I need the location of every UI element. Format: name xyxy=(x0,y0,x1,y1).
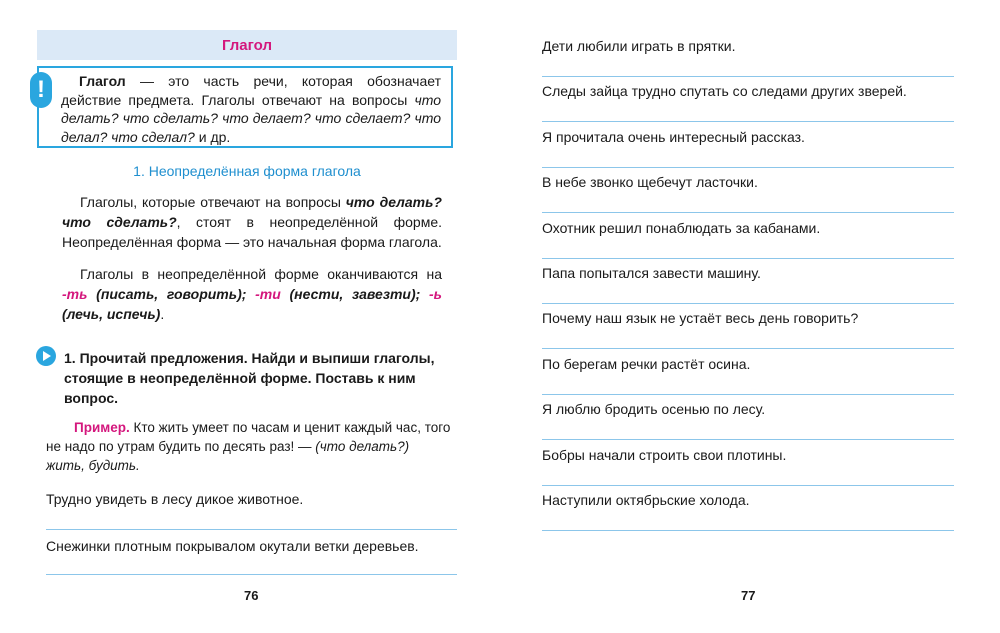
sentence: Трудно увидеть в лесу дикое животное. xyxy=(46,491,304,507)
suffix-soft-sign: -ь xyxy=(429,286,442,302)
sentence: Я прочитала очень интересный рассказ. xyxy=(542,128,805,145)
paragraph-2-part-a: Глаголы в неопределённой форме оканчиваются на xyxy=(80,266,442,282)
answer-line[interactable] xyxy=(542,530,954,531)
example-text: Кто жить умеет по часам и ценит каждый час, того не надо по утрам будить по десять раз! — xyxy=(46,420,451,454)
answer-line[interactable] xyxy=(542,121,954,122)
rule-box xyxy=(37,66,453,148)
rule-term: Глагол xyxy=(79,73,126,89)
sentence: Почему наш язык не устаёт весь день говорить? xyxy=(542,310,859,327)
answer-line[interactable] xyxy=(542,167,954,168)
paragraph-1 xyxy=(62,192,442,252)
examples-ty: (писать, говорить); xyxy=(87,286,256,302)
paragraph-2-end: . xyxy=(160,306,165,322)
sentence: Папа попытался завести машину. xyxy=(542,265,761,281)
rule-text xyxy=(61,72,441,146)
suffix-ty: -ть xyxy=(62,286,88,302)
sentence: Бобры начали строить свои плотины. xyxy=(542,446,787,463)
answer-line[interactable] xyxy=(542,439,954,440)
page-number-left: 76 xyxy=(244,588,259,603)
answer-line[interactable] xyxy=(46,529,457,530)
sentence: По берегам речки растёт осина. xyxy=(542,355,751,372)
sentence: В небе звонко щебечут ласточки. xyxy=(542,174,758,191)
sentence: Снежинки плотным покрывалом окутали ветки деревьев. xyxy=(46,538,419,554)
topic-banner: Глагол xyxy=(37,30,457,60)
rule-text-part1: — это часть речи, которая обозначает действие предмета. Глаголы отвечают на вопросы xyxy=(61,73,441,108)
right-page xyxy=(500,0,1000,633)
paragraph-1-questions: что делать? что сделать? xyxy=(62,194,442,230)
sentence: Охотник решил понаблюдать за кабанами. xyxy=(542,219,821,236)
example-answer: (что делать?) жить, будить. xyxy=(46,439,410,473)
paragraph-1-part-b: , стоят в неопределённой форме. Неопределённая форма — это начальная форма глагола. xyxy=(62,214,442,250)
answer-line[interactable] xyxy=(542,394,954,395)
exclamation-icon: ! xyxy=(30,72,52,108)
suffix-ti: -ти xyxy=(255,286,281,302)
page-number-right: 77 xyxy=(741,588,756,603)
sentence: Дети любили играть в прятки. xyxy=(542,38,736,54)
paragraph-2 xyxy=(62,264,442,324)
examples-ti: (нести, завезти); xyxy=(280,286,430,302)
example-block xyxy=(46,418,451,475)
task-play-icon xyxy=(36,346,56,366)
sentence: Наступили октябрьские холода. xyxy=(542,492,750,508)
answer-line[interactable] xyxy=(542,485,954,486)
answer-line[interactable] xyxy=(542,303,954,304)
task-instruction: 1. Прочитай предложения. Найди и выпиши глаголы, стоящие в неопределённой форме. Поставь к ним вопрос. xyxy=(64,350,435,406)
answer-line[interactable] xyxy=(542,348,954,349)
examples-soft-sign: (лечь, испечь) xyxy=(62,306,161,322)
sentence: Я люблю бродить осенью по лесу. xyxy=(542,401,766,418)
paragraph-1-part-a: Глаголы, которые отвечают на вопросы xyxy=(80,194,346,210)
answer-line[interactable] xyxy=(542,258,954,259)
rule-text-part2: и др. xyxy=(194,128,231,145)
sentence: Следы зайца трудно спутать со следами других зверей. xyxy=(542,83,907,100)
answer-line[interactable] xyxy=(542,76,954,77)
section-subheading: 1. Неопределённая форма глагола xyxy=(133,163,361,179)
answer-line[interactable] xyxy=(46,574,457,575)
rule-questions: что делать? что сделать? что делает? что сделает? что делал? что сделал? xyxy=(61,91,441,145)
example-label: Пример. xyxy=(74,420,130,435)
answer-line[interactable] xyxy=(542,212,954,213)
